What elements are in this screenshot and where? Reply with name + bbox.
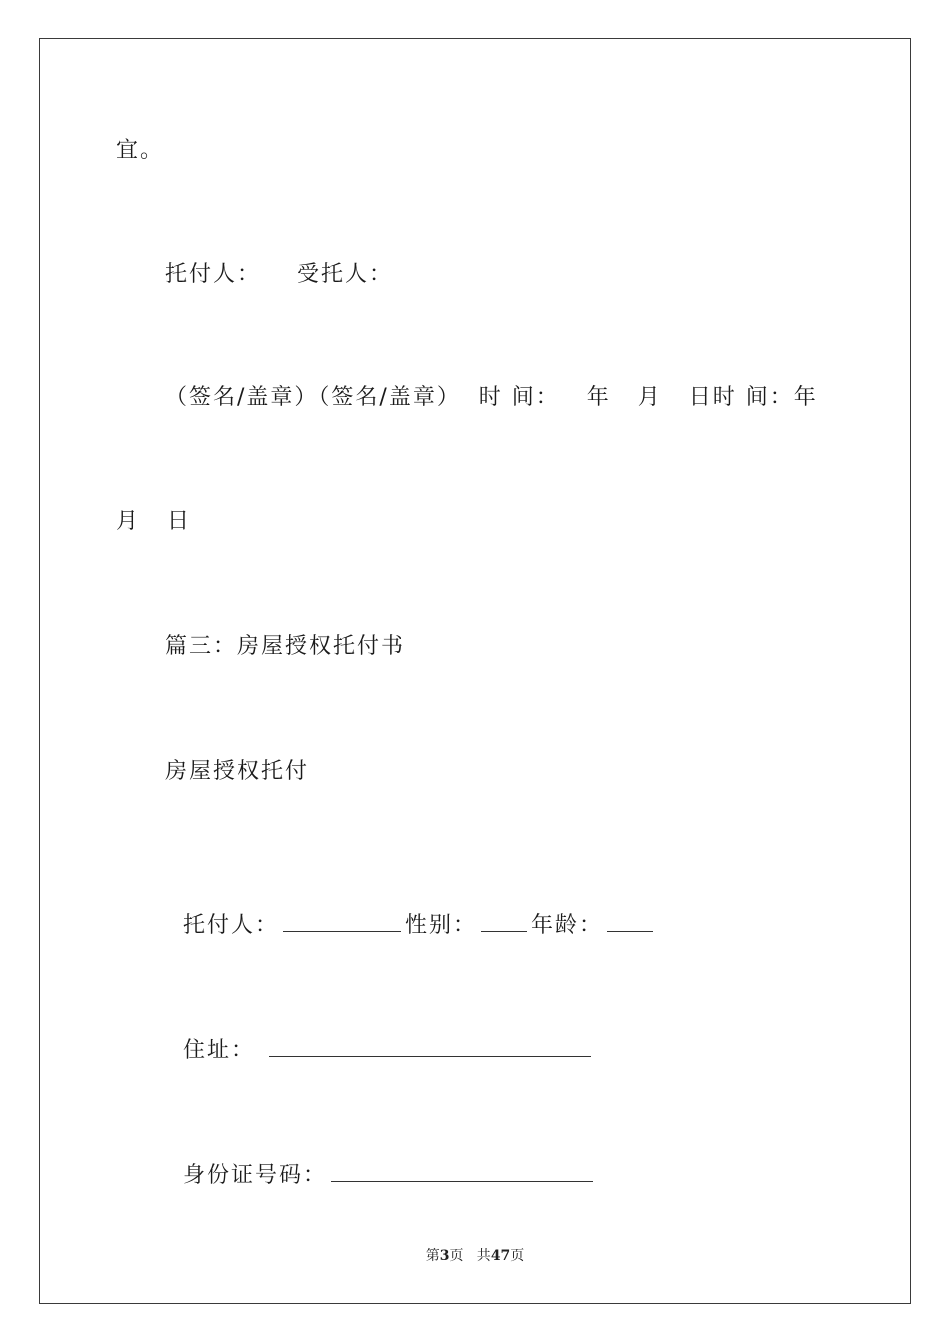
current-page-number: 3 xyxy=(439,1248,450,1264)
text-line-3: （签名/盖章）（签名/盖章） 时 间： 年 月 日时 间：年 xyxy=(165,385,818,410)
age-label: 年龄： xyxy=(531,913,604,938)
gender-blank[interactable] xyxy=(481,911,527,932)
id-number-blank[interactable] xyxy=(331,1161,593,1182)
document-title: 房屋授权托付 xyxy=(165,759,310,784)
footer-prefix: 第 xyxy=(425,1248,440,1264)
client-label: 托付人： xyxy=(183,913,280,938)
id-number-label: 身份证号码： xyxy=(183,1163,328,1188)
text-line-2: 托付人： 受托人： xyxy=(165,262,393,287)
gender-label: 性别： xyxy=(405,913,478,938)
footer-suffix: 页 xyxy=(510,1248,525,1264)
text-line-4: 月 日 xyxy=(116,509,191,534)
address-label: 住址： xyxy=(183,1038,256,1063)
id-number-line xyxy=(165,1133,597,1190)
page-footer xyxy=(0,1247,950,1265)
client-info-line xyxy=(165,883,657,940)
address-blank[interactable] xyxy=(269,1036,591,1057)
section-heading: 篇三：房屋授权托付书 xyxy=(165,634,406,659)
page-border xyxy=(39,38,911,1304)
text-line-1: 宜。 xyxy=(116,138,165,163)
footer-middle: 页 共 xyxy=(449,1248,491,1264)
client-name-blank[interactable] xyxy=(283,911,401,932)
total-page-count: 47 xyxy=(490,1248,511,1264)
age-blank[interactable] xyxy=(607,911,653,932)
address-line xyxy=(165,1008,595,1065)
